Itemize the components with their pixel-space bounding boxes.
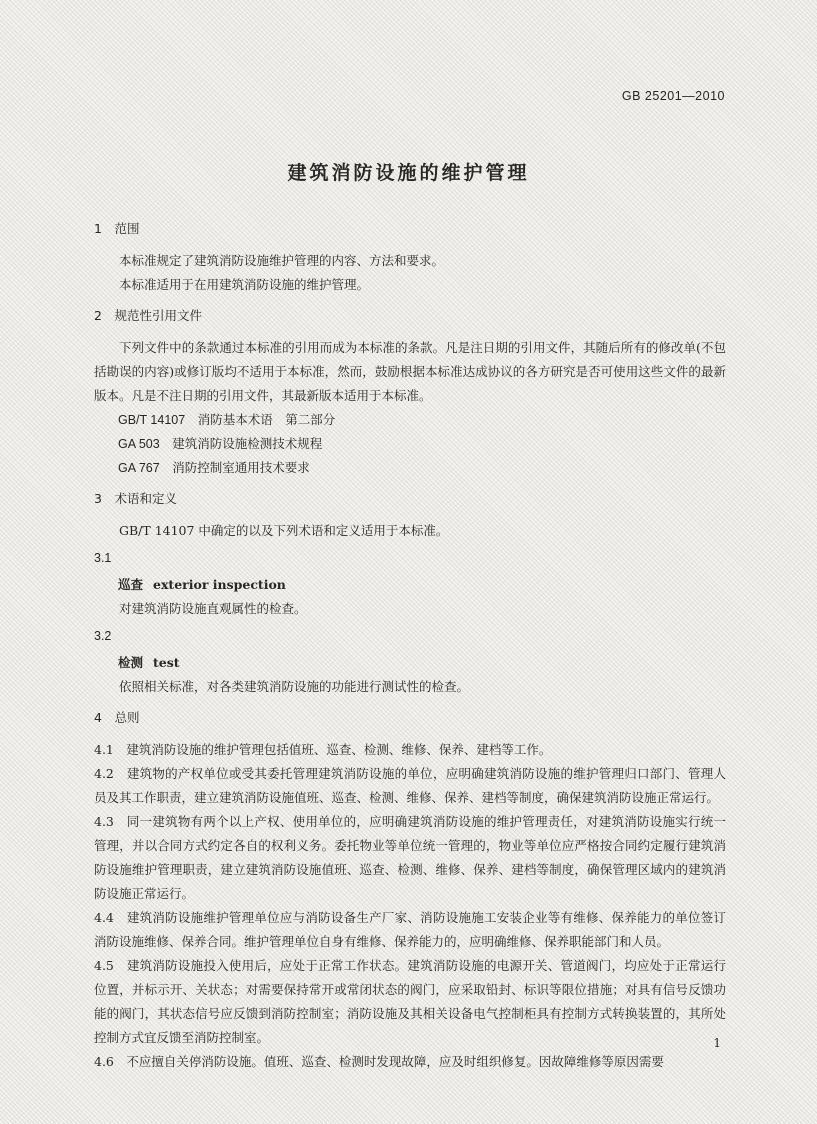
clause: 4.1 建筑消防设施的维护管理包括值班、巡查、检测、维修、保养、建档等工作。 (94, 742, 552, 757)
clause: 4.4 建筑消防设施维护管理单位应与消防设备生产厂家、消防设施施工安装企业等有维修、保养能力的单位签订消防设施维修、保养合同。维护管理单位自身有维修、保养能力的，应明确维修、保养职能部门和人员。 (94, 910, 726, 949)
paragraph: 下列文件中的条款通过本标准的引用而成为本标准的条款。凡是注日期的引用文件，其随后所有的修改单(不包括勘误的内容)或修订版均不适用于本标准，然而，鼓励根据本标准达成协议的各方研究是否可使用这些文件的最新版本。凡是不注日期的引用文件，其最新版本适用于本标准。 (94, 340, 726, 403)
paragraph: 本标准适用于在用建筑消防设施的维护管理。 (119, 277, 370, 292)
document-title: 建筑消防设施的维护管理 (287, 162, 530, 184)
term-english: test (153, 655, 180, 670)
standard-code: GB 25201—2010 (621, 89, 725, 103)
term-number: 3.1 (94, 551, 112, 565)
paragraph: GB/T 14107 中确定的以及下列术语和定义适用于本标准。 (119, 523, 449, 538)
section-heading-normative-refs: 2 规范性引用文件 (94, 308, 202, 323)
reference-item (94, 432, 726, 456)
clause: 4.2 建筑物的产权单位或受其委托管理建筑消防设施的单位，应明确建筑消防设施的维护管理归口部门、管理人员及其工作职责，建立建筑消防设施值班、巡查、检测、维修、保养、建档等制度，确保建筑消防设施正常运行。 (94, 766, 726, 805)
term-number: 3.2 (94, 629, 112, 643)
page-number: 1 (713, 1036, 721, 1050)
reference-title: 建筑消防设施检测技术规程 (172, 436, 323, 451)
clause: 4.5 建筑消防设施投入使用后，应处于正常工作状态。建筑消防设施的电源开关、管道阀门，均应处于正常运行位置，并标示开、关状态；对需要保持常开或常闭状态的阀门，应采取铅封、标识等限位措施；对具有信号反馈功能的阀门，其状态信号应反馈到消防控制室；消防设施及其相关设备电气控制柜具有控制方式转换装置的，其所处控制方式宜反馈至消防控制室。 (94, 958, 726, 1045)
clause: 4.6 不应擅自关停消防设施。值班、巡查、检测时发现故障，应及时组织修复。因故障维修等原因需要 (94, 1054, 664, 1069)
paragraph: 本标准规定了建筑消防设施维护管理的内容、方法和要求。 (119, 253, 445, 268)
reference-code: GB/T 14107 (118, 413, 186, 427)
document-body (94, 220, 726, 1074)
clause: 4.3 同一建筑物有两个以上产权、使用单位的，应明确建筑消防设施的维护管理责任，对建筑消防设施实行统一管理，并以合同方式约定各自的权利义务。委托物业等单位统一管理的，物业等单位应严格按合同约定履行建筑消防设施维护管理职责，建立建筑消防设施值班、巡查、检测、维修、保养、建档等制度，确保管理区域内的建筑消防设施正常运行。 (94, 814, 726, 901)
section-heading-terms: 3 术语和定义 (94, 491, 177, 506)
section-heading-general: 4 总则 (94, 710, 140, 725)
reference-title: 消防控制室通用技术要求 (172, 460, 310, 475)
reference-code: GA 503 (118, 437, 160, 451)
term-chinese: 检测 (118, 655, 144, 670)
reference-item (94, 408, 726, 432)
term-definition: 依照相关标准，对各类建筑消防设施的功能进行测试性的检查。 (119, 679, 470, 694)
term-chinese: 巡查 (118, 577, 144, 592)
reference-item (94, 456, 726, 480)
term-heading (94, 651, 726, 675)
term-english: exterior inspection (153, 577, 286, 592)
reference-title: 消防基本术语 第二部分 (197, 412, 336, 427)
section-heading-scope: 1 范围 (94, 221, 140, 236)
term-definition: 对建筑消防设施直观属性的检查。 (119, 601, 307, 616)
term-heading (94, 573, 726, 597)
reference-code: GA 767 (118, 461, 160, 475)
